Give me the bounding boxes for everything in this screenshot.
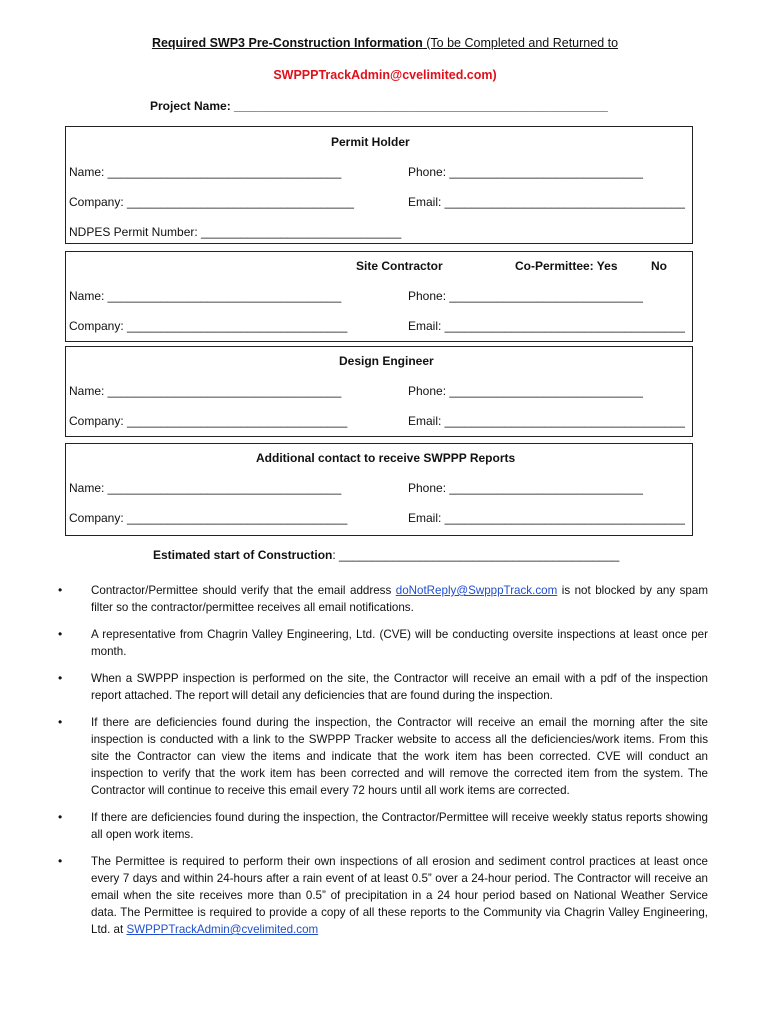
bullet-icon: • [58,671,63,685]
return-email: SWPPPTrackAdmin@cvelimited.com) [273,68,497,82]
design-engineer-box [65,346,693,437]
bullet-1-text-start: Contractor/Permittee should verify that the email address [91,584,396,597]
bullet-icon: • [58,854,63,868]
additional-contact-box [65,443,693,536]
design-engineer-phone-field[interactable]: Phone: _____________________________ [408,384,643,398]
bullet-2-text: A representative from Chagrin Valley Engineering, Ltd. (CVE) will be conducting oversite inspections at least once per month. [91,628,708,658]
site-contractor-box [65,251,693,342]
copermittee-no-option[interactable]: No [651,259,667,273]
additional-contact-email-field[interactable]: Email: ____________________________________ [408,511,685,525]
swppp-admin-email-link[interactable]: SWPPPTrackAdmin@cvelimited.com [126,923,319,936]
ndpes-permit-number-field[interactable]: NDPES Permit Number: ______________________________ [69,225,402,239]
site-contractor-email-field[interactable]: Email: ____________________________________ [408,319,685,333]
site-contractor-name-field[interactable]: Name: ___________________________________ [69,289,342,303]
additional-contact-company-field[interactable]: Company: _________________________________ [69,511,348,525]
estimated-start-label: Estimated start of Construction [153,548,333,562]
list-item [58,626,708,660]
bullet-icon: • [58,627,63,641]
project-name-field[interactable]: Project Name: ________________________________________________________ [150,99,608,113]
additional-contact-heading: Additional contact to receive SWPPP Reports [256,451,516,465]
design-engineer-company-field[interactable]: Company: _________________________________ [69,414,348,428]
permit-holder-phone-field[interactable]: Phone: _____________________________ [408,165,643,179]
donotreply-email-link[interactable]: doNotReply@SwpppTrack.com [395,584,558,597]
site-contractor-heading: Site Contractor [356,259,443,273]
bullet-icon: • [58,715,63,729]
title-bold: Required SWP3 Pre-Construction Information [151,36,423,50]
title-rest: (To be Completed and Returned to [422,36,619,50]
permit-holder-name-field[interactable]: Name: ___________________________________ [69,165,342,179]
list-item [58,670,708,704]
permit-holder-box [65,126,693,244]
bullet-4-text: If there are deficiencies found during the inspection, the Contractor will receive an email the morning after the site inspection is conducted with a link to the SWPPP Tracker website to access all the deficiencies/work items. From this site the Contractor can view the items and indicate that the work item has been corrected. CVE will conduct an inspection to verify that the work item has been corrected and will remove the corrected item from the system. The Contractor will continue to receive this email every 72 hours until all work items are corrected. [91,716,708,797]
permit-holder-heading: Permit Holder [331,135,410,149]
bullet-3-text: When a SWPPP inspection is performed on the site, the Contractor will receive an email with a pdf of the inspection report attached. The report will detail any deficiencies that are found during the inspection. [91,672,708,702]
design-engineer-heading: Design Engineer [339,354,434,368]
estimated-start-field[interactable] [153,548,619,562]
design-engineer-email-field[interactable]: Email: ____________________________________ [408,414,685,428]
bullet-icon: • [58,583,63,597]
page-title [0,36,770,50]
bullet-6-text: The Permittee is required to perform their own inspections of all erosion and sediment control practices at least once every 7 days and within 24-hours after a rain event of at least 0.5” over a 24-hour period. The Contractor will receive an email when the site receives more than 0.5” of precipitation in a 24 hour period based on National Weather Service data. The Permittee is required to provide a copy of all these reports to the Community via Chagrin Valley Engineering, Ltd. at [91,855,708,936]
copermittee-yes-option[interactable]: Co-Permittee: Yes [515,259,618,273]
site-contractor-phone-field[interactable]: Phone: _____________________________ [408,289,643,303]
instructions-list [58,582,708,948]
bullet-icon: • [58,810,63,824]
additional-contact-phone-field[interactable]: Phone: _____________________________ [408,481,643,495]
additional-contact-name-field[interactable]: Name: ___________________________________ [69,481,342,495]
list-item [58,853,708,938]
list-item [58,714,708,799]
bullet-1-text-end: is not blocked by any spam filter so the contractor/permittee receives all email notifications. [91,584,708,614]
estimated-start-blank[interactable]: : __________________________________________ [332,548,620,562]
permit-holder-company-field[interactable]: Company: __________________________________ [69,195,354,209]
list-item [58,809,708,843]
design-engineer-name-field[interactable]: Name: ___________________________________ [69,384,342,398]
permit-holder-email-field[interactable]: Email: ____________________________________ [408,195,685,209]
bullet-5-text: If there are deficiencies found during the inspection, the Contractor/Permittee will receive weekly status reports showing all open work items. [91,811,708,841]
list-item [58,582,708,616]
site-contractor-company-field[interactable]: Company: _________________________________ [69,319,348,333]
